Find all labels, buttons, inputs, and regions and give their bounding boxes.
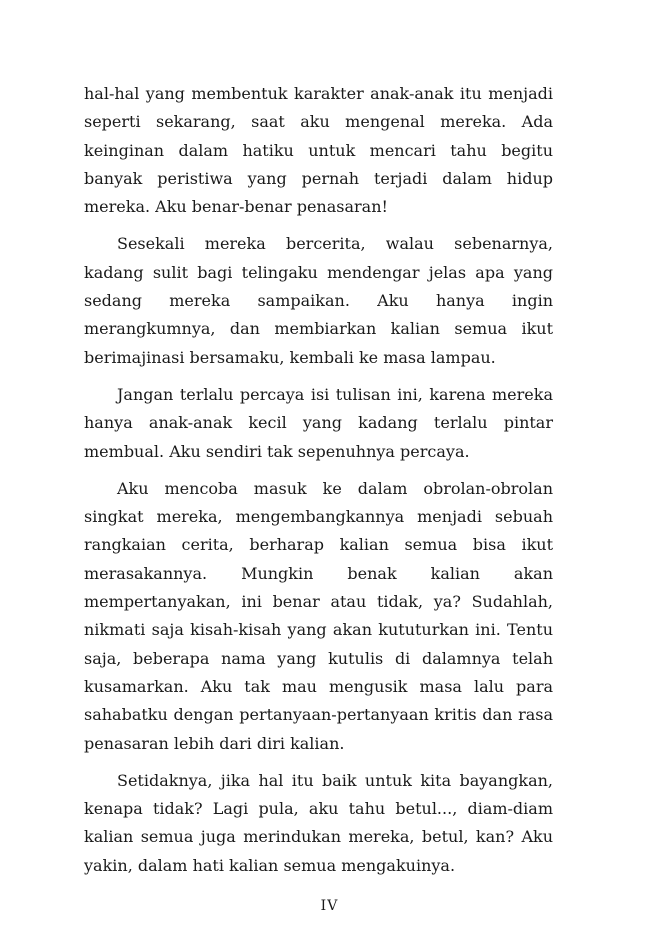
paragraph-2: Sesekali mereka bercerita, walau sebenarnya, kadang sulit bagi telingaku mendengar jelas apa yang sedang mereka sampaikan. Aku hanya ingin merangkumnya, dan membiarkan kalian semua ikut berimajinasi bersamaku, kembali ke masa lampau. — [84, 234, 553, 367]
body-text — [84, 80, 553, 889]
paragraph-4: Aku mencoba masuk ke dalam obrolan-obrolan singkat mereka, mengembangkannya menjadi sebuah rangkaian cerita, berharap kalian semua bisa ikut merasakannya. Mungkin benak kalian akan mempertanyakan, ini benar atau tidak, ya? Sudahlah, nikmati saja kisah-kisah yang akan kututurkan ini. Tentu saja, beberapa nama yang kutulis di dalamnya telah kusamarkan. Aku tak mau mengusik masa lalu para sahabatku dengan pertanyaan-pertanyaan kritis dan rasa penasaran lebih dari diri kalian. — [84, 478, 553, 753]
paragraph-3: Jangan terlalu percaya isi tulisan ini, karena mereka hanya anak-anak kecil yang kadang terlalu pintar membual. Aku sendiri tak sepenuhnya percaya. — [84, 384, 553, 461]
paragraph-5: Setidaknya, jika hal itu baik untuk kita bayangkan, kenapa tidak? Lagi pula, aku tahu betul..., diam-diam kalian semua juga merindukan mereka, betul, kan? Aku yakin, dalam hati kalian semua mengakuinya. — [84, 770, 553, 875]
page-number: IV — [320, 898, 339, 914]
paragraph-1: hal-hal yang membentuk karakter anak-anak itu menjadi seperti sekarang, saat aku mengenal mereka. Ada keinginan dalam hatiku untuk mencari tahu begitu banyak peristiwa yang pernah terjadi dalam hidup mereka. Aku benar-benar penasaran! — [84, 84, 553, 217]
